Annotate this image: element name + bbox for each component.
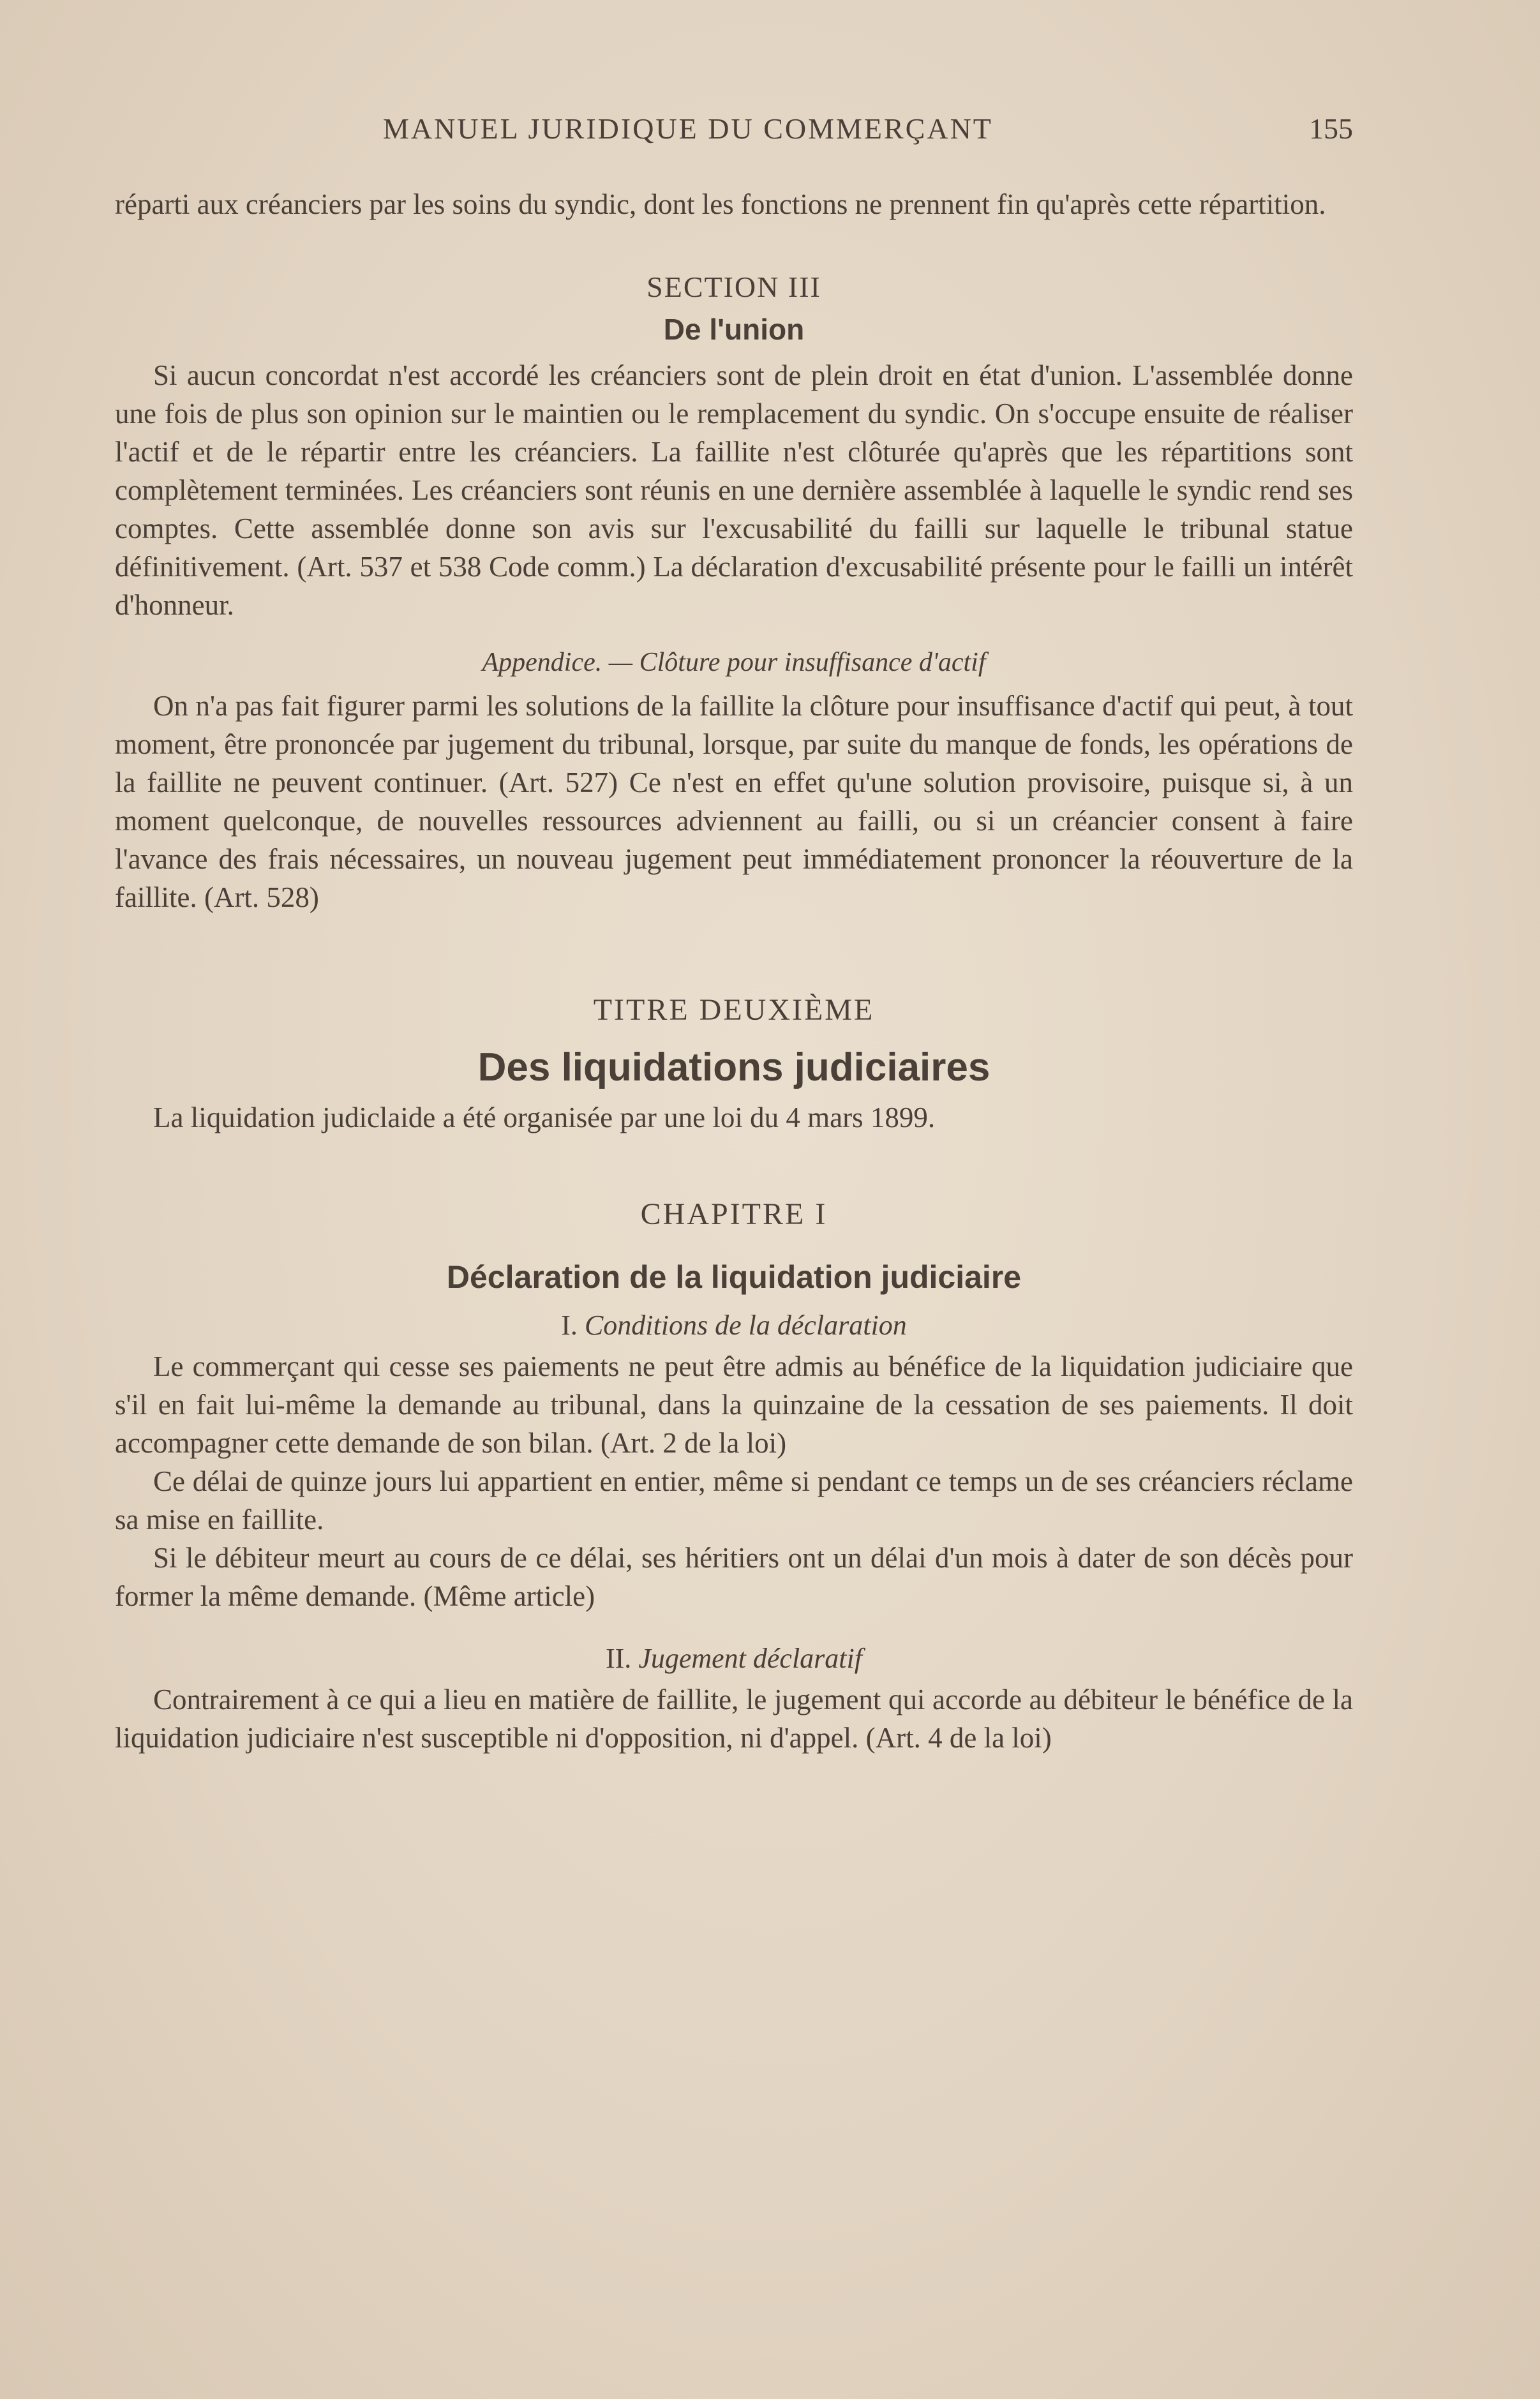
page-number: 155	[1309, 112, 1353, 145]
section-paragraph: Si aucun concordat n'est accordé les créanciers sont de plein droit en état d'union. L'assemblée donne une fois de plus son opinion sur le maintien ou le remplacement du syndic. On s'occupe ensuite de réaliser l'actif et de le répartir entre les créanciers. La faillite n'est clôturée qu'après que les répartitions sont complètement terminées. Les créanciers sont réunis en une dernière assemblée à laquelle le syndic rend ses comptes. Cette assemblée donne son avis sur l'excusabilité du failli sur laquelle le tribunal statue définitivement. (Art. 537 et 538 Code comm.) La déclaration d'excusabilité présente pour le failli un intérêt d'honneur.	[115, 359, 1353, 621]
paragraph: Contrairement à ce qui a lieu en matière de faillite, le jugement qui accorde au débiteur le bénéfice de la liquidation judiciaire n'est susceptible ni d'opposition, ni d'appel. (Art. 4 de la loi)	[115, 1684, 1353, 1754]
titre-paragraph: La liquidation judiclaide a été organisée par une loi du 4 mars 1899.	[153, 1102, 936, 1133]
paragraph: Ce délai de quinze jours lui appartient en entier, même si pendant ce temps un de ses créanciers réclame sa mise en faillite.	[115, 1465, 1353, 1536]
appendix-paragraph: On n'a pas fait figurer parmi les solutions de la faillite la clôture pour insuffisance d'actif qui peut, à tout moment, être prononcée par jugement du tribunal, lorsque, par suite du manque de fonds, les opérations de la faillite ne peuvent continuer. (Art. 527) Ce n'est en effet qu'une solution provisoire, puisque si, à un moment quelconque, de nouvelles ressources adviennent au failli, ou si un créancier consent à faire l'avance des frais nécessaires, un nouveau jugement peut immédiatement prononcer la réouverture de la faillite. (Art. 528)	[115, 690, 1353, 913]
subheading-text: Conditions de la déclaration	[584, 1310, 907, 1341]
appendix-heading: Appendice. — Clôture pour insuffisance d'actif	[482, 648, 986, 677]
subheading-text: Jugement déclaratif	[638, 1643, 862, 1674]
paragraph: Si le débiteur meurt au cours de ce délai, ses héritiers ont un délai d'un mois à dater de son décès pour former la même demande. (Même article)	[115, 1542, 1353, 1612]
titre-label: TITRE DEUXIÈME	[593, 993, 875, 1027]
titre-title: Des liquidations judiciaires	[477, 1045, 991, 1089]
running-title: MANUEL JURIDIQUE DU COMMERÇANT	[383, 112, 993, 145]
subheading-jugement	[115, 1640, 1353, 1678]
section-label: SECTION III	[647, 271, 821, 303]
intro-paragraph: réparti aux créanciers par les soins du syndic, dont les fonctions ne prennent fin qu'après cette répartition.	[115, 188, 1326, 220]
subheading-number: I.	[561, 1310, 578, 1341]
page-header	[115, 112, 1353, 156]
section-title: De l'union	[663, 313, 805, 346]
subheading-conditions	[115, 1306, 1353, 1345]
subheading-number: II.	[606, 1643, 632, 1674]
page-body	[115, 185, 1353, 1757]
paragraph: Le commerçant qui cesse ses paiements ne peut être admis au bénéfice de la liquidation judiciaire que s'il en fait lui-même la demande au tribunal, dans la quinzaine de la cessation de ses paiements. Il doit accompagner cette demande de son bilan. (Art. 2 de la loi)	[115, 1350, 1353, 1459]
chapter-title: Déclaration de la liquidation judiciaire	[446, 1259, 1022, 1295]
chapter-label: CHAPITRE I	[640, 1197, 828, 1231]
